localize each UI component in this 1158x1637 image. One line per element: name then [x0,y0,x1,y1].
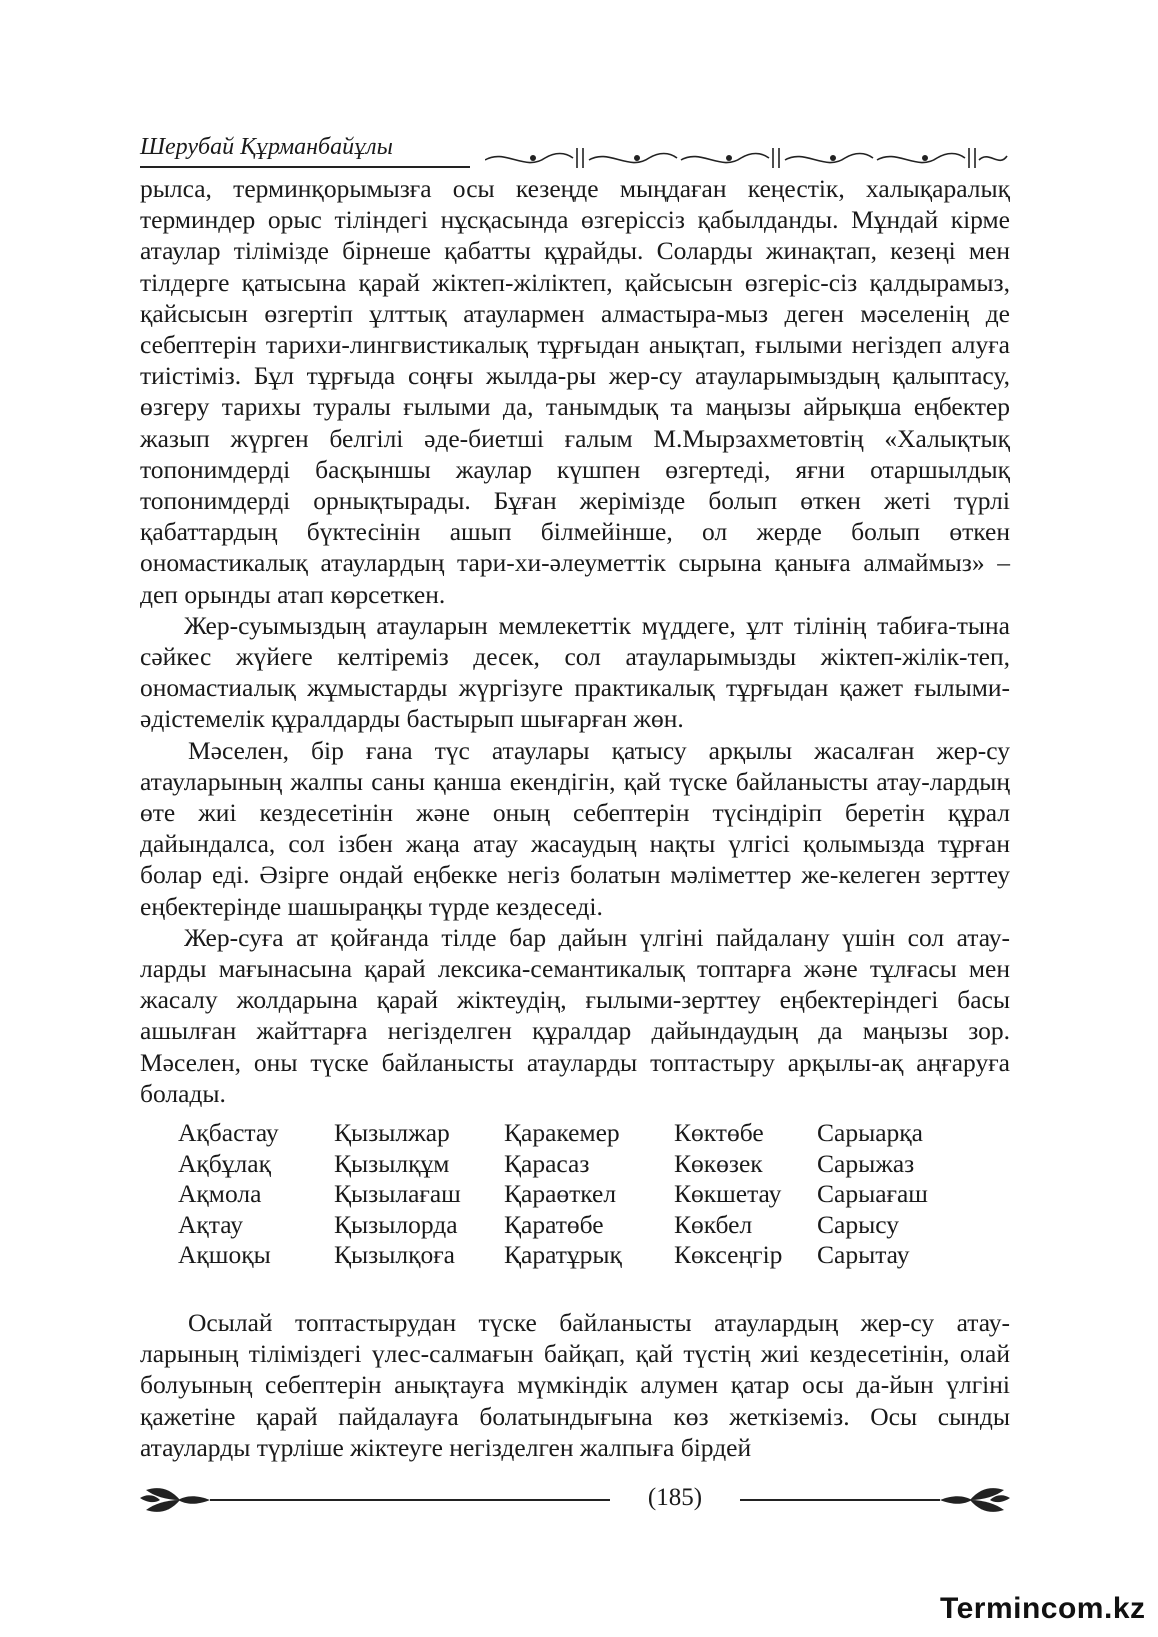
table-row [178,1118,957,1149]
page-footer [140,1480,1010,1520]
paragraph-5: Осылай топтастырудан түске байланысты атаулардың жер-су атау-ларының тіліміздегі үлес-салмағын байқап, қай түстің жиі кездесетінін, олай болуының себептерін анықтауға мүмкіндік алумен қатар осы да-йын үлгіні қажетіне қарай пайдалауға болатындығына көз жеткіземіз. Осы сынды атауларды түрліше жіктеуге негізделген жалпыға бірдей [140,1308,1010,1462]
table-cell: Сарыағаш [817,1179,928,1208]
table-cell: Сарысу [817,1209,899,1239]
table-cell: Көкөзек [674,1148,763,1178]
table-cell: Қызылорда [334,1209,458,1239]
header-author: Шерубай Құрманбайұлы [140,134,393,160]
table-cell: Қызылқұм [334,1148,450,1178]
table-row [178,1179,957,1210]
table-cell: Қызылқоға [334,1240,455,1269]
table-cell: Сарытау [817,1240,910,1269]
place-names-table [178,1118,957,1271]
table-cell: Қараөткел [504,1179,617,1208]
page-number [616,1482,734,1514]
table-cell: Көксеңгір [674,1240,783,1269]
table-cell: Ақшоқы [178,1240,271,1269]
leaf-ornament-right-icon [940,1484,1010,1516]
page-number-bracket-right: ) [693,1484,703,1511]
table-cell: Көкшетау [674,1179,782,1208]
table-row [178,1210,957,1241]
table-cell: Ақбастау [178,1118,279,1147]
table-cell: Қызылжар [334,1118,450,1147]
table-cell: Ақтау [178,1209,244,1239]
table-cell: Ақбұлақ [178,1148,271,1178]
watermark-logo: Termincom.kz [940,1592,1146,1625]
closing-text [140,1307,1010,1463]
paragraph-1: рылса, терминқорымызға осы кезеңде мыңдаған кеңестік, халықаралық терминдер орыс тіліндегі нұсқасында өзгеріссіз қабылданды. Мұндай кірме атаулар тілімізде бірнеше қабатты құрайды. Соларды жинақтап, кезеңі мен тілдерге қатысына қарай жіктеп-жіліктеп, қайсысын өзгеріс-сіз қалдырамыз, қайсысын өзгертіп ұлттық атаулармен алмастыра-мыз деген мәселенің де себептерін тарихи-лингвистикалық тұрғыдан анықтап, ғылыми негіздеп алуға тиістіміз. Бұл тұрғыда соңғы жылда-ры жер-су атауларымыздың қалыптасу, өзгеру тарихы туралы ғылыми да, танымдық та маңызы айрықша еңбектер жазып жүрген белгілі әде-биетші ғалым М.Мырзахметовтің «Халықтық топонимдерді басқыншы жаулар күшпен өзгертеді, яғни отаршылдық топонимдерді орнықтырады. Бұған жерімізде болып өткен жеті түрлі қабаттардың бүктесінін ашып білмейінше, ол жерде болып өткен ономастикалық атаулардың тари-хи-әлеуметтік сырына қаныға алмаймыз» – деп орынды атап көрсеткен. [140,174,1010,609]
paragraph-4: Жер-суға ат қойғанда тілде бар дайын үлгіні пайдалану үшін сол атау-ларды мағынасына қарай лексика-семантикалық топтарға және тұлғасы мен жасалу жолдарына қарай жіктеудің, ғылыми-зерттеу еңбектеріндегі басы ашылған жайттарға негізделген құралдар дайындаудың да маңызы зор. Мәселен, оны түске байланысты атауларды топтастыру арқылы-ақ аңғаруға болады. [140,922,1010,1108]
page-number-bracket-left: ( [647,1484,657,1511]
table-cell: Қаратөбе [504,1209,604,1239]
running-header [140,132,1010,172]
table-cell: Қарасаз [504,1148,590,1178]
footer-rule-left [210,1499,610,1501]
main-text [140,173,1010,1109]
table-cell: Көктөбе [674,1118,764,1147]
table-cell: Қызылағаш [334,1179,461,1208]
table-row [178,1149,957,1180]
table-cell: Көкбел [674,1209,753,1239]
footer-rule-right [740,1499,940,1501]
table-row [178,1240,957,1271]
table-cell: Ақмола [178,1179,262,1208]
page-number-value: 185 [656,1484,694,1511]
header-rule [140,166,470,168]
paragraph-3: Мәселен, бір ғана түс атаулары қатысу арқылы жасалған жер-су атауларының жалпы саны қанша екендігін, қай түске байланысты атау-лардың өте жиі кездесетінін және оның себептерін түсіндіріп беретін құрал дайындалса, сол ізбен жаңа атау жасаудың нақты үлгісі қолымызда тұрған болар еді. Әзірге ондай еңбекке негіз болатын мәліметтер же-келеген зерттеу еңбектерінде шашыраңқы түрде кездеседі. [140,735,1010,921]
table-cell: Қаракемер [504,1118,620,1147]
paragraph-2: Жер-суымыздың атауларын мемлекеттік мүддеге, ұлт тілінің табиға-тына сәйкес жүйеге келтіреміз десек, сол атауларымызды жіктеп-жілік-теп, ономастиалық жұмыстарды жүргізуге практикалық тұрғыдан қажет ғылыми-әдістемелік құралдарды бастырып шығарған жөн. [140,610,1010,734]
header-ornament-icon [485,138,1010,174]
table-cell: Сарыжаз [817,1148,915,1178]
table-cell: Қаратұрық [504,1240,622,1269]
table-cell: Сарыарқа [817,1118,923,1147]
leaf-ornament-left-icon [140,1484,210,1516]
